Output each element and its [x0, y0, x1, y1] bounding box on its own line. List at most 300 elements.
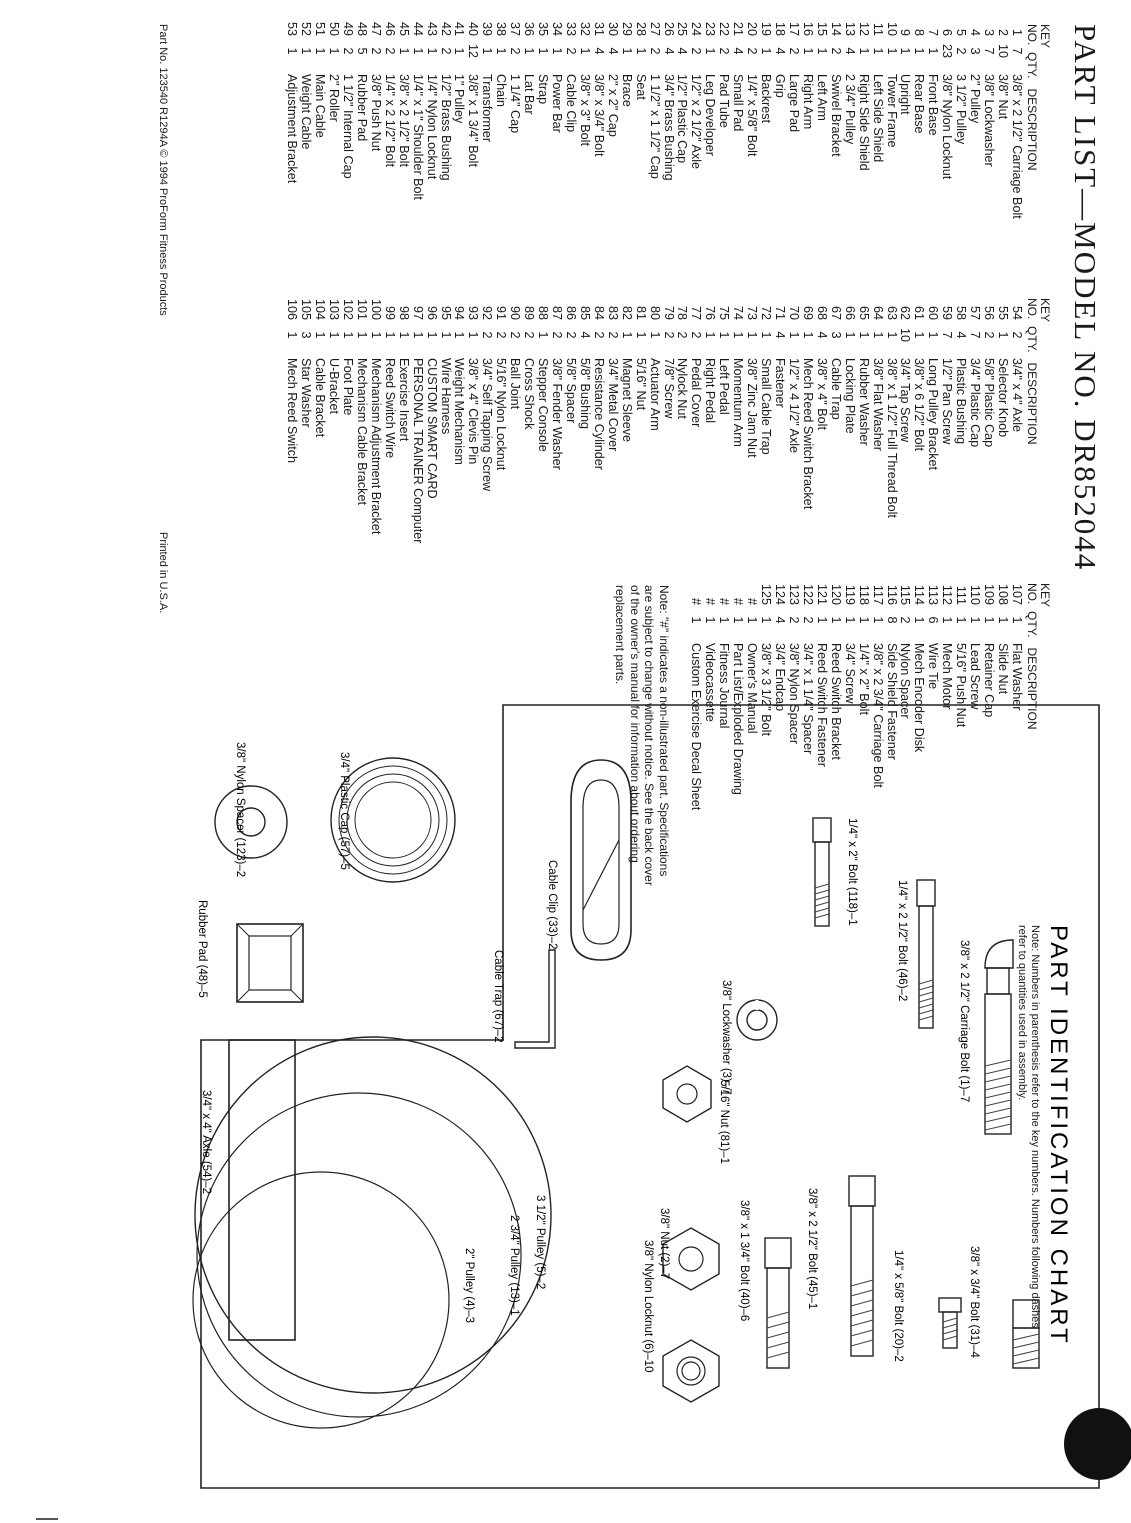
part-qty: 1	[745, 616, 760, 624]
label-axle-54: 3/4" x 4" Axle (54)–2	[200, 1090, 212, 1195]
part-key: 95	[438, 305, 453, 320]
part-key: 86	[564, 305, 578, 320]
part-qty: 1	[689, 616, 704, 624]
part-key: 31	[591, 21, 606, 36]
label-nut-81: 5/16" Nut (81)–1	[718, 1080, 730, 1164]
part-qty: 2	[689, 331, 704, 339]
cable-clip-icon	[571, 760, 631, 960]
part-qty: 1	[814, 47, 829, 55]
part-description: 3/8" Lockwasher	[982, 74, 997, 167]
part-qty: 1	[438, 331, 453, 339]
part-description: Small Pad	[731, 74, 746, 132]
part-key: 115	[898, 584, 913, 605]
part-description: Large Pad	[787, 74, 801, 133]
part-qty: 1	[466, 331, 481, 339]
part-description: 3/8" x 3 1/2" Bolt	[759, 643, 774, 736]
part-qty: 3	[968, 47, 983, 55]
part-qty: 1	[327, 47, 342, 55]
part-qty: 2	[564, 47, 578, 55]
part-qty: 2	[675, 331, 690, 339]
part-description: Stepper Console	[536, 358, 551, 452]
part-qty: 1	[633, 331, 648, 339]
part-key: 104	[313, 298, 328, 320]
part-description: 3/8" x 4" Bolt	[814, 358, 829, 430]
part-key: 82	[619, 305, 634, 320]
part-qty: 1	[368, 331, 383, 339]
part-qty: 2	[1010, 331, 1024, 339]
part-key: 91	[494, 305, 509, 320]
part-qty: 1	[926, 47, 941, 55]
part-description: 3/4" Screw	[842, 643, 857, 704]
part-description: Weight Mechanism	[452, 358, 467, 465]
part-qty: 2	[382, 47, 397, 55]
part-description: Tower Frame	[884, 74, 899, 148]
part-key: 38	[494, 21, 509, 36]
part-description: 1 1/4" Cap	[508, 74, 523, 134]
part-description: Rubber Washer	[856, 358, 871, 446]
part-qty: 4	[773, 616, 788, 624]
part-description: Mechanism Adjustment Bracket	[368, 358, 383, 535]
part-description: Momentum Arm	[731, 358, 746, 447]
axle-54-icon	[229, 1040, 295, 1340]
part-description: 5/16" Nut	[633, 358, 648, 411]
part-key: 74	[731, 305, 746, 320]
part-qty: 4	[954, 331, 969, 339]
part-qty: 1	[382, 331, 397, 339]
bolt-118-icon	[813, 818, 831, 926]
part-qty: 2	[647, 47, 662, 55]
part-qty: 1	[410, 331, 425, 339]
part-description: 1/2" x 2 1/2" Axle	[689, 74, 704, 170]
label-cable-clip: Cable Clip (33)–2	[546, 860, 558, 950]
part-description: 3/4" x 1 1/4" Spacer	[800, 643, 815, 755]
part-key: 55	[996, 305, 1011, 320]
part-qty: 10	[898, 327, 913, 342]
part-description: 2 3/4" Pulley	[842, 74, 857, 145]
part-description: Videocassette	[703, 643, 718, 722]
part-qty: 1	[550, 47, 565, 55]
label-lockwasher: 3/8" Lockwasher (3)–7	[720, 980, 732, 1095]
part-description: 3/4" Metal Cover	[605, 358, 620, 452]
col-key: KEY	[1038, 298, 1052, 323]
part-qty: 4	[675, 47, 690, 55]
part-key: 71	[773, 305, 788, 320]
part-key: 124	[773, 583, 788, 605]
part-qty: 1	[968, 616, 983, 624]
part-key: 45	[396, 21, 411, 36]
part-qty: 7	[968, 331, 983, 339]
col-qty: QTY.	[1025, 611, 1039, 638]
part-description: 1/4" x 2 1/2" Bolt	[382, 74, 397, 167]
bolt-40-icon	[765, 1238, 791, 1368]
part-key: 97	[410, 305, 425, 320]
part-qty: 1	[633, 47, 648, 55]
part-qty: 1	[452, 331, 467, 339]
part-qty: 1	[494, 47, 509, 55]
label-nut-2: 3/8" Nut (2)–7	[658, 1208, 670, 1280]
nut-81-icon	[663, 1066, 711, 1122]
part-key: 49	[341, 21, 355, 36]
label-bolt-46: 1/4" x 2 1/2" Bolt (46)–2	[896, 880, 908, 1002]
part-description: Pad Tube	[717, 74, 732, 128]
part-qty: 1	[577, 47, 592, 55]
part-key: 7	[926, 28, 941, 36]
part-qty: 1	[522, 47, 537, 55]
part-qty: 1	[717, 331, 732, 339]
part-description: 3/4" Plastic Cap	[968, 358, 983, 448]
part-key: 34	[550, 21, 565, 36]
part-qty: 1	[536, 47, 551, 55]
part-description: PERSONAL TRAINER Computer	[410, 358, 425, 544]
lockwasher-icon	[737, 1000, 777, 1040]
part-qty: 4	[773, 331, 788, 339]
part-qty: 7	[940, 331, 955, 339]
part-description: 3/8" x 4" Clevis Pin	[466, 358, 481, 465]
part-qty: 2	[605, 331, 620, 339]
part-key: 24	[689, 21, 704, 36]
part-description: Slide Nut	[996, 643, 1011, 695]
part-key: 3	[982, 28, 997, 36]
part-description: Retainer Cap	[982, 643, 997, 718]
label-carriage-bolt: 3/8" x 2 1/2" Carriage Bolt (1)–7	[958, 940, 970, 1103]
part-description: Star Washer	[299, 358, 314, 428]
part-description: Reed Switch Bracket	[828, 643, 843, 760]
part-qty: 2	[368, 47, 383, 55]
part-description: 1/2" Brass Bushing	[438, 74, 453, 181]
part-description: 3/8" x 2 1/2" Carriage Bolt	[1010, 74, 1024, 219]
col-no: NO.	[1025, 24, 1039, 46]
part-key: 11	[870, 22, 885, 36]
part-description: 2" x 2" Cap	[605, 74, 620, 137]
part-description: Left Side Shield	[870, 74, 885, 163]
bolt-46-icon	[917, 880, 935, 1028]
part-key: 92	[480, 305, 495, 320]
part-description: Fastener	[773, 358, 788, 408]
col-desc: DESCRIPTION	[1025, 647, 1039, 730]
part-key: 27	[647, 21, 662, 36]
part-key: 52	[299, 21, 314, 36]
part-description: Long Pulley Bracket	[926, 358, 941, 471]
col-desc: DESCRIPTION	[1025, 362, 1039, 445]
part-description: Lead Screw	[968, 643, 983, 710]
part-qty: 1	[313, 47, 328, 55]
part-qty: 1	[856, 47, 871, 55]
part-key: 110	[968, 584, 983, 605]
part-key: 90	[508, 305, 523, 320]
rubber-pad-icon	[237, 924, 303, 1002]
part-qty: 1	[940, 616, 955, 624]
part-key: 89	[522, 305, 537, 320]
part-key: 81	[633, 305, 648, 320]
label-cable-trap: Cable Trap (67)–2	[492, 950, 504, 1043]
label-bolt-40: 3/8" x 1 3/4" Bolt (40)–6	[738, 1200, 750, 1322]
label-locknut-6: 3/8" Nylon Locknut (6)–10	[642, 1240, 654, 1373]
part-key: 102	[341, 298, 355, 320]
part-description: Grip	[773, 74, 788, 98]
part-qty: 3	[828, 331, 843, 339]
part-qty: 1	[703, 331, 718, 339]
part-key: 20	[745, 21, 760, 36]
part-qty: 1	[299, 47, 314, 55]
part-qty: 2	[689, 47, 704, 55]
part-description: Mech Reed Switch Bracket	[800, 358, 815, 510]
part-key: 98	[396, 305, 411, 320]
part-key: 61	[912, 305, 927, 320]
part-description: 3/4" Brass Bushing	[661, 74, 676, 181]
part-description: 3/8" x 2 3/4" Carriage Bolt	[870, 643, 885, 788]
col-key: KEY	[1038, 583, 1052, 608]
part-description: 1/4" x 1" Shoulder Bolt	[410, 74, 425, 200]
part-description: Foot Plate	[341, 358, 355, 416]
part-qty: 2	[494, 331, 509, 339]
label-plastic-cap: 3/4" Plastic Cap (57)–5	[338, 752, 350, 870]
part-description: 5/16" Push Nut	[954, 643, 969, 728]
part-key: 113	[926, 584, 941, 605]
part-qty: 2	[508, 47, 523, 55]
part-key: 99	[382, 305, 397, 320]
part-qty: 2	[591, 331, 606, 339]
part-qty: 1	[828, 616, 843, 624]
part-description: Locking Plate	[842, 358, 857, 434]
part-description: 1/4" x 2" Bolt	[856, 643, 871, 715]
part-key: 14	[828, 21, 843, 36]
part-key: 30	[605, 21, 620, 36]
part-key: 59	[940, 305, 955, 320]
part-description: 3/8" Flat Washer	[870, 358, 885, 451]
part-qty: 2	[717, 47, 732, 55]
part-qty: 1	[842, 331, 857, 339]
part-qty: 1	[884, 331, 899, 339]
part-key: 94	[452, 305, 467, 320]
part-qty: 1	[856, 331, 871, 339]
part-key: 42	[438, 21, 453, 36]
part-description: 5/8" Plastic Cap	[982, 358, 997, 448]
part-key: 66	[842, 305, 857, 320]
part-qty: 1	[285, 331, 300, 339]
label-pulley-4: 2" Pulley (4)–3	[463, 1248, 475, 1324]
part-key: #	[745, 597, 760, 605]
part-description: 3/8" x 3/4" Bolt	[591, 74, 606, 157]
label-pulley-5: 3 1/2" Pulley (5)–2	[534, 1195, 546, 1290]
part-qty: 1	[912, 47, 927, 55]
col-no: NO.	[1025, 583, 1039, 605]
part-description: Left Arm	[814, 74, 829, 121]
part-key: 120	[828, 583, 843, 605]
part-qty: 1	[452, 47, 467, 55]
part-description: 3/8" Push Nut	[368, 74, 383, 152]
col-key: KEY	[1038, 24, 1052, 49]
part-key: 36	[522, 21, 537, 36]
part-qty: 1	[982, 616, 997, 624]
part-description: Brace	[619, 74, 634, 107]
part-description: Reed Switch Fastener	[814, 643, 829, 767]
part-qty: 1	[1010, 616, 1024, 624]
part-qty: 2	[661, 331, 676, 339]
part-description: Cross Shock	[522, 358, 537, 430]
chart-note-fo	[1001, 925, 1041, 1345]
part-description: 1" Pulley	[452, 74, 467, 124]
part-description: 5/16" Nylon Locknut	[494, 358, 509, 471]
part-key: 100	[368, 298, 383, 320]
part-qty: 1	[912, 616, 927, 624]
chart-title: PART IDENTIFICATION CHART	[1045, 925, 1072, 1346]
part-key: 44	[410, 21, 425, 36]
part-qty: 1	[619, 331, 634, 339]
part-key: 85	[577, 305, 592, 320]
part-key: 118	[856, 584, 871, 605]
part-description: Side Shield Fastener	[884, 643, 899, 760]
part-qty: 1	[870, 331, 885, 339]
part-key: 21	[731, 21, 746, 36]
part-description: Mech Reed Switch	[285, 358, 300, 463]
part-key: 26	[661, 21, 676, 36]
part-qty: 1	[731, 331, 746, 339]
part-qty: 2	[341, 47, 355, 55]
part-key: 16	[800, 21, 815, 36]
col-qty: QTY.	[1025, 52, 1039, 79]
part-key: 22	[717, 21, 732, 36]
part-key: 62	[898, 305, 913, 320]
part-qty: 2	[787, 47, 801, 55]
col-no: NO.	[1025, 298, 1039, 320]
part-description: 2" Pulley	[968, 74, 983, 124]
edge-tick-mark	[36, 1518, 58, 1520]
part-description: Reed Switch Wire	[382, 358, 397, 459]
part-qty: 1	[619, 47, 634, 55]
part-description: Fitness Journal	[717, 643, 732, 729]
pulley-icons	[193, 1037, 551, 1428]
part-qty: 2	[522, 331, 537, 339]
part-key: 75	[717, 305, 732, 320]
part-description: Power Bar	[550, 74, 565, 133]
part-description: Strap	[536, 74, 551, 105]
part-description: Seat	[633, 74, 648, 100]
footer-printed: Printed in U.S.A.	[157, 532, 169, 614]
part-description: Upright	[898, 74, 913, 115]
col-desc: DESCRIPTION	[1025, 88, 1039, 171]
part-key: 125	[759, 583, 774, 605]
part-key: 43	[424, 21, 439, 36]
part-description: Pedal Cover	[689, 358, 704, 428]
part-qty: 1	[870, 616, 885, 624]
part-description: Transformer	[480, 74, 495, 143]
part-qty: 1	[759, 616, 774, 624]
part-description: 2" Roller	[327, 74, 342, 122]
part-qty: 1	[285, 47, 300, 55]
part-description: Small Cable Trap	[759, 358, 774, 455]
part-qty: 1	[424, 331, 439, 339]
part-qty: 2	[550, 331, 565, 339]
chart-note: Note: Numbers in parenthesis refer to the key numbers. Numbers following dashes refer to quantities used in assembly.	[1016, 925, 1041, 1328]
part-description: Adjustment Bracket	[285, 74, 300, 184]
part-qty: 1	[759, 331, 774, 339]
part-key: 60	[926, 305, 941, 320]
part-qty: 1	[647, 331, 662, 339]
part-key: 12	[856, 21, 871, 36]
part-qty: 1	[996, 616, 1011, 624]
part-description: 3/8" Nylon Locknut	[940, 74, 955, 180]
bolt-45-icon	[849, 1176, 875, 1356]
part-key: 58	[954, 305, 969, 320]
part-description: 3/4" Tap Screw	[898, 358, 913, 443]
part-qty: 6	[926, 616, 941, 624]
part-description: Cable Trap	[828, 358, 843, 420]
part-description: Flat Washer	[1010, 643, 1024, 711]
part-key: 19	[759, 21, 774, 36]
part-key: 5	[954, 28, 969, 36]
part-qty: 7	[982, 47, 997, 55]
part-key: 122	[800, 583, 815, 605]
part-key: 107	[1010, 583, 1024, 605]
part-description: 3/4" x 4" Axle	[1010, 358, 1024, 433]
locknut-6-icon	[663, 1340, 719, 1402]
part-key: 46	[382, 21, 397, 36]
part-qty: 4	[842, 47, 857, 55]
part-key: 25	[675, 21, 690, 36]
part-description: 3/8" x 2 1/2" Bolt	[396, 74, 411, 167]
part-qty: 1	[354, 331, 369, 339]
part-description: 3/8" x 1 3/4" Bolt	[466, 74, 481, 167]
part-key: 123	[787, 583, 801, 605]
nut-2-icon	[663, 1228, 719, 1290]
part-key: 50	[327, 21, 342, 36]
part-description: 3/8" Nylon Spacer	[787, 643, 801, 745]
part-description: Right Pedal	[703, 358, 718, 424]
footer-part-number: Part No. 123540 R1294A © 1994 ProForm Fitness Products	[157, 24, 169, 316]
part-description: 3/8" x 1 1/2" Full Thread Bolt	[884, 358, 899, 518]
part-qty: 2	[480, 331, 495, 339]
part-qty: 2	[898, 616, 913, 624]
part-key: #	[731, 597, 746, 605]
cable-trap-icon	[515, 950, 555, 1048]
part-key: 54	[1010, 305, 1024, 320]
label-bolt-45: 3/8" x 2 1/2" Bolt (45)–1	[806, 1188, 818, 1310]
part-key: 117	[870, 584, 885, 605]
part-description: Chain	[494, 74, 509, 107]
part-key: 41	[452, 21, 467, 36]
part-description: Rubber Pad	[354, 74, 369, 142]
part-description: Left Pedal	[717, 358, 732, 415]
part-qty: 2	[564, 331, 578, 339]
part-qty: 1	[814, 616, 829, 624]
part-key: 2	[996, 28, 1011, 36]
part-key: 106	[285, 298, 300, 320]
part-description: CUSTOM SMART CARD	[424, 358, 439, 499]
part-key: 84	[591, 305, 606, 320]
part-key: 109	[982, 583, 997, 605]
part-qty: 2	[828, 47, 843, 55]
part-key: 10	[884, 21, 899, 36]
part-key: 83	[605, 305, 620, 320]
part-description: Lat Bar	[522, 74, 537, 115]
part-description: Owner's Manual	[745, 643, 760, 734]
part-key: 37	[508, 21, 523, 36]
part-key: 69	[800, 305, 815, 320]
part-key: 53	[285, 21, 300, 36]
part-qty: 1	[396, 47, 411, 55]
part-qty: 4	[605, 47, 620, 55]
part-qty: 1	[926, 331, 941, 339]
part-description: 3/8" x 6 1/2" Bolt	[912, 358, 927, 451]
part-key: 56	[982, 305, 997, 320]
part-qty: 2	[438, 47, 453, 55]
part-qty: 2	[508, 331, 523, 339]
part-description: 1/4" x 5/8" Bolt	[745, 74, 760, 157]
part-key: 57	[968, 305, 983, 320]
part-key: 80	[647, 305, 662, 320]
part-qty: 2	[787, 616, 801, 624]
part-qty: 1	[954, 616, 969, 624]
